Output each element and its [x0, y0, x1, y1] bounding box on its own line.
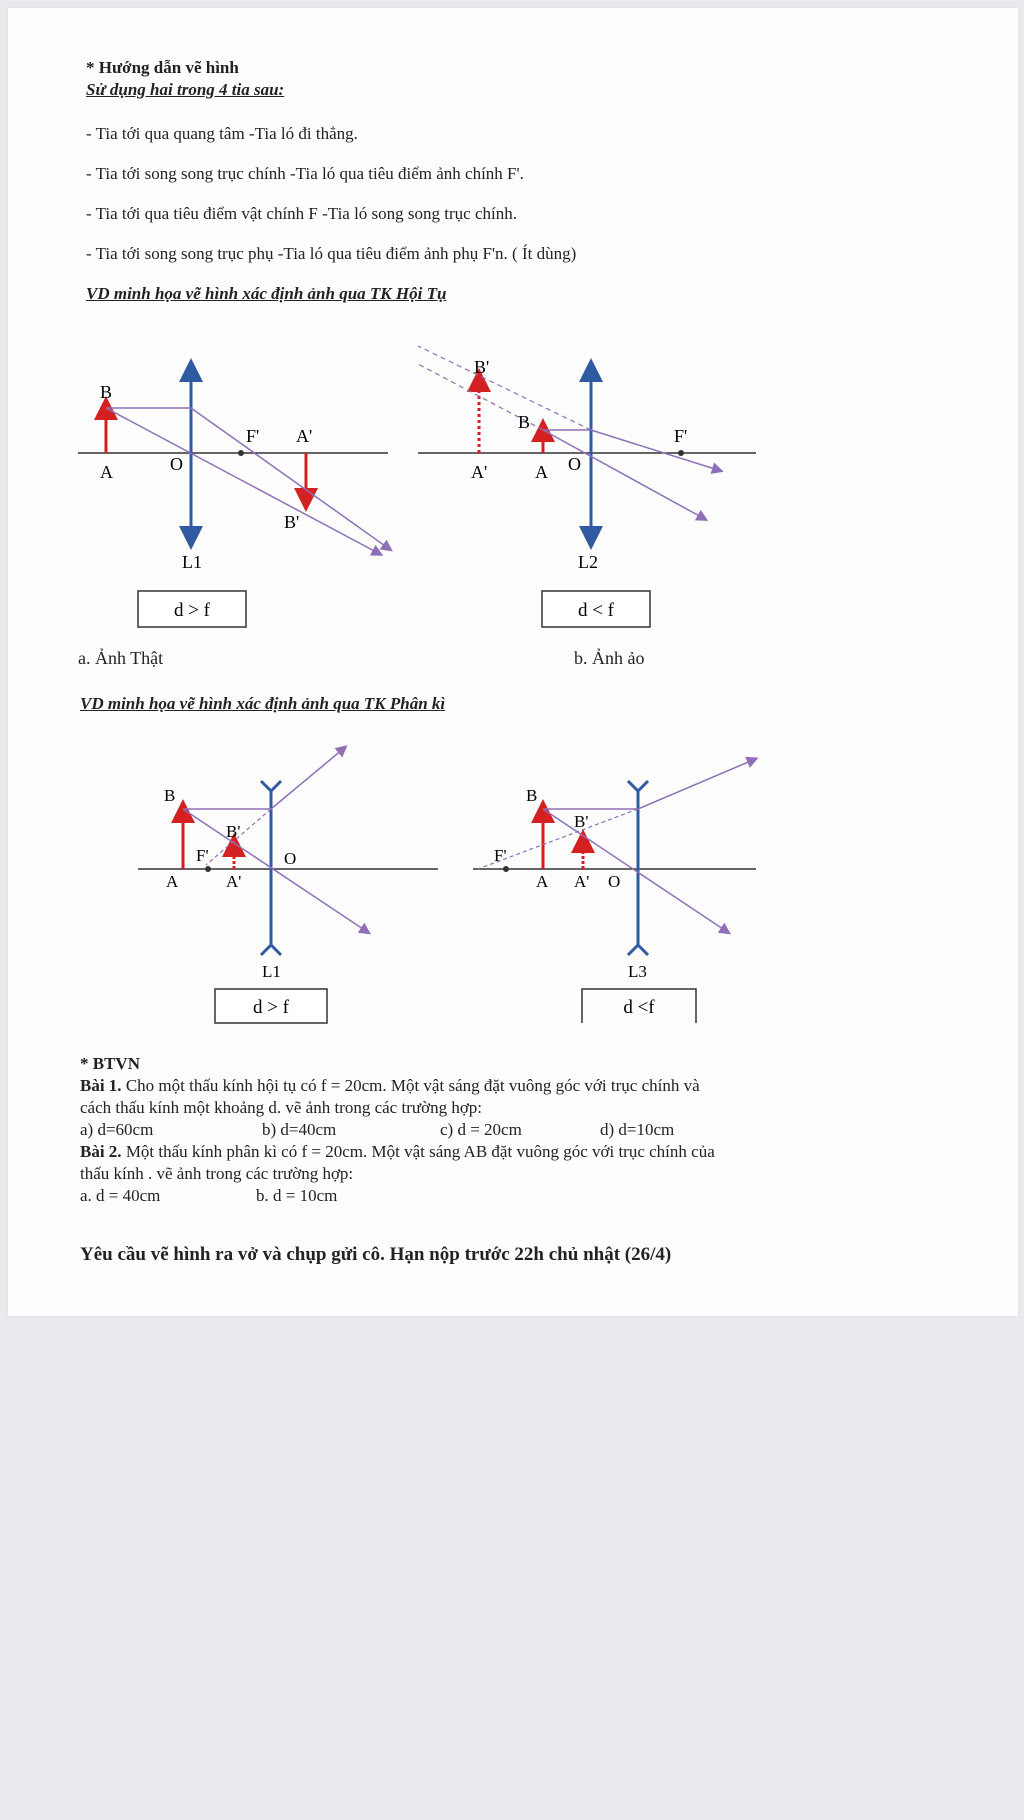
guide-heading: * Hướng dẫn vẽ hình [86, 58, 239, 77]
converging-lens-diagrams [8, 328, 1018, 628]
diagram-virtual-image [418, 346, 756, 572]
homework-requirement: Yêu cầu vẽ hình ra vở và chụp gửi cô. Hạn nộp trước 22h chủ nhật (26/4) [80, 1244, 672, 1265]
bai2-line2: thấu kính . vẽ ảnh trong các trường hợp: [80, 1164, 354, 1183]
bai1-case-a: a) d=60cm [80, 1120, 154, 1139]
bai1-case-c: c) d = 20cm [440, 1120, 522, 1139]
bai2-line1: Bài 2. Một thấu kính phân kì có f = 20cm. Một vật sáng AB đặt vuông góc với trục chính của [80, 1142, 715, 1161]
ray-center [106, 408, 378, 553]
label-b: B [164, 786, 176, 805]
condition-left: d > f [252, 997, 290, 1018]
label-lens-l1: L1 [182, 552, 202, 572]
diagram-real-image [78, 370, 388, 572]
label-b: B [518, 412, 531, 432]
label-a: A [100, 462, 113, 482]
converging-title: VD minh họa vẽ hình xác định ảnh qua TK Hội Tụ [86, 284, 447, 303]
diverging-title: VD minh họa vẽ hình xác định ảnh qua TK Phân kì [80, 694, 446, 713]
label-lens-l3: L3 [628, 962, 647, 981]
label-o: O [568, 454, 581, 474]
label-a-img: A' [226, 872, 242, 891]
bai2-case-b: b. d = 10cm [256, 1186, 338, 1205]
label-f-prime: F' [674, 426, 688, 446]
guide-subheading: Sử dụng hai trong 4 tia sau: [86, 80, 285, 99]
ray-parallel [183, 749, 343, 809]
bai1-line2: cách thấu kính một khoảng d. vẽ ảnh trong các trường hợp: [80, 1098, 483, 1117]
document-page [8, 8, 1018, 1316]
label-o: O [608, 872, 621, 891]
label-lens-l1: L1 [262, 962, 281, 981]
label-a: A [536, 872, 549, 891]
rule-3: - Tia tới qua tiêu điểm vật chính F -Tia ló song song trục chính. [86, 204, 517, 223]
label-o: O [284, 849, 297, 868]
label-lens-l2: L2 [578, 552, 598, 572]
ray-parallel [543, 760, 753, 809]
condition-right: d < f [577, 600, 615, 621]
caption-real-image: a. Ảnh Thật [78, 648, 164, 668]
label-a-img: A' [471, 462, 488, 482]
condition-left: d > f [173, 600, 211, 621]
label-a-img: A' [296, 426, 313, 446]
diagram-diverging-far [138, 749, 438, 981]
caption-virtual-image: b. Ảnh ảo [574, 648, 645, 668]
homework-heading: * BTVN [80, 1054, 140, 1073]
label-b-img: B' [284, 512, 300, 532]
label-b: B [100, 382, 113, 402]
label-f-prime: F' [246, 426, 260, 446]
rule-2: - Tia tới song song trục chính -Tia ló qua tiêu điểm ảnh chính F'. [86, 164, 524, 183]
rule-1: - Tia tới qua quang tâm -Tia ló đi thẳng. [86, 124, 358, 143]
label-b-img: B' [226, 822, 241, 841]
bai2-case-a: a. d = 40cm [80, 1186, 161, 1205]
label-f-prime: F' [494, 846, 507, 865]
bai1-line1: Bài 1. Cho một thấu kính hội tụ có f = 20cm. Một vật sáng đặt vuông góc với trục chính và [80, 1076, 700, 1095]
ray-extension [418, 346, 591, 430]
label-f-prime: F' [196, 846, 209, 865]
rule-4: - Tia tới song song trục phụ -Tia ló qua tiêu điểm ảnh phụ F'n. ( Ít dùng) [86, 244, 577, 263]
bai1-case-d: d) d=10cm [600, 1120, 675, 1139]
ray-center [543, 809, 726, 931]
condition-right: d <f [623, 997, 655, 1018]
label-a: A [535, 462, 548, 482]
label-b-img: B' [474, 357, 490, 377]
label-a-img: A' [574, 872, 590, 891]
label-a: A [166, 872, 179, 891]
label-b-img: B' [574, 812, 589, 831]
diagram-diverging-near [473, 760, 756, 981]
label-b: B [526, 786, 538, 805]
bai1-case-b: b) d=40cm [262, 1120, 337, 1139]
label-o: O [170, 454, 183, 474]
diverging-lens-diagrams [8, 733, 1018, 1033]
